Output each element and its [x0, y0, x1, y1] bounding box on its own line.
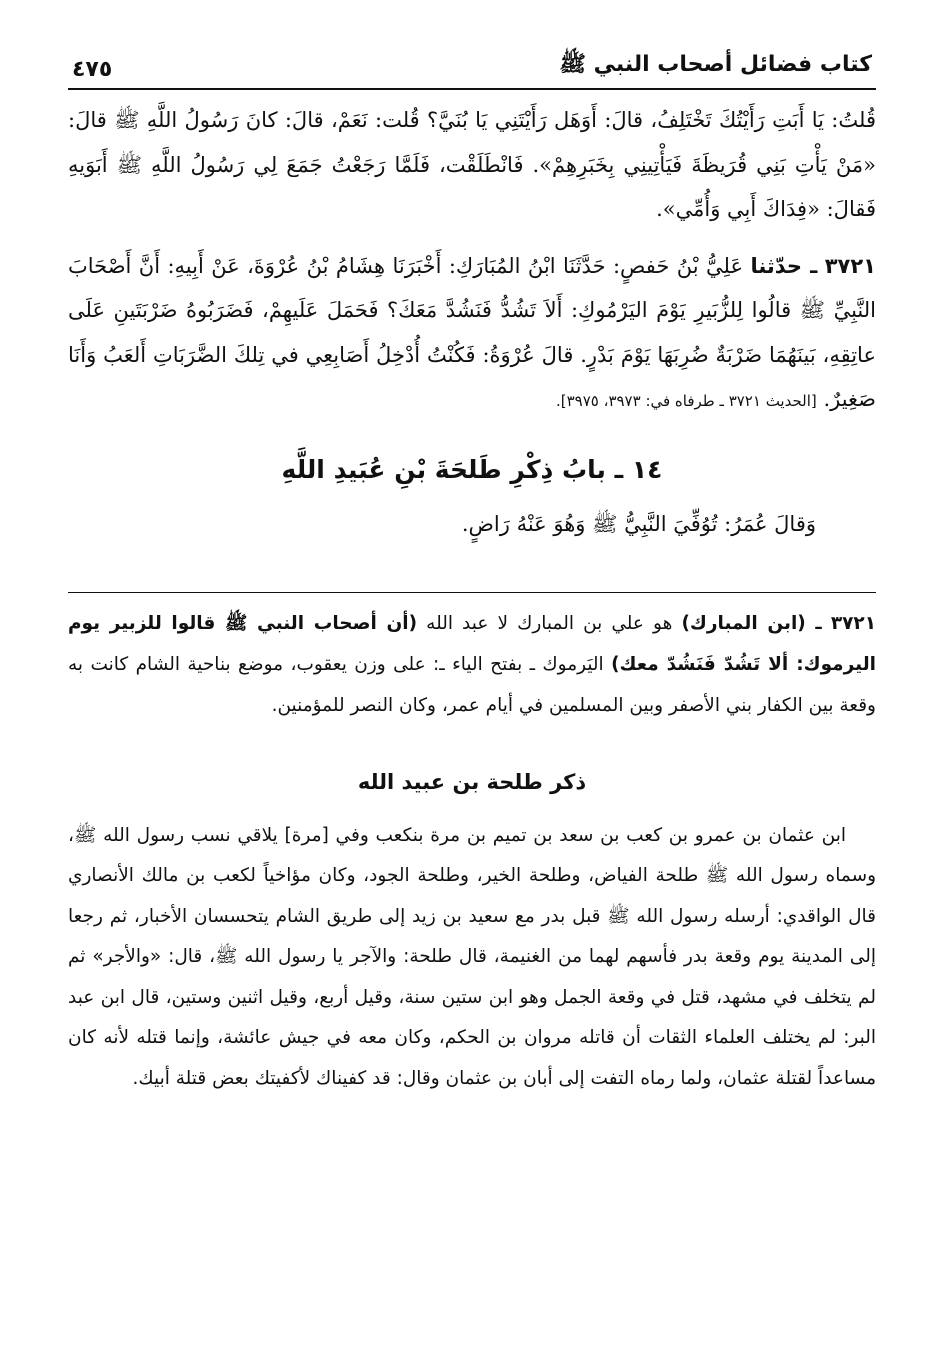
- hadith-continuation: [68, 98, 876, 232]
- commentary-number: ٣٧٢١: [830, 612, 876, 634]
- section-heading: ذكر طلحة بن عبيد الله: [357, 769, 587, 794]
- commentary-3721: ٣٧٢١ ـ (ابن المبارك) هو علي بن المبارك لا عبد الله (أن أصحاب النبي ﷺ قالوا للزبير يوم اليرموك: ألا تَشُدّ فَنَشُدّ معك) اليَرموك ـ بفتح الياء ـ: على وزن يعقوب، موضع بناحية الشام كانت به وقعة بين الكفار بني الأصفر وبين المسلمين في أيام عمر، وكان النصر للمؤمنين.: [68, 612, 876, 716]
- hadith-reference: [الحديث ٣٧٢١ ـ طرفاه في: ٣٩٧٣، ٣٩٧٥].: [555, 392, 817, 410]
- commentary-lemma: (أن أصحاب النبي ﷺ قالوا للزبير يوم اليرموك: ألا تَشُدّ فَنَشُدّ معك): [68, 612, 876, 675]
- commentary-text: هو علي بن المبارك لا عبد الله: [426, 612, 673, 634]
- chapter-title: ١٤ ـ بابُ ذِكْرِ طَلحَةَ بْنِ عُبَيدِ اللَّهِ: [281, 454, 663, 484]
- isnad-start: حدّثنا: [750, 253, 803, 278]
- commentary-lemma: (ابن المبارك): [681, 612, 806, 634]
- hadith-text: عَلِيُّ بْنُ حَفصٍ: حَدَّثَنَا ابْنُ المُبَارَكِ: أَخْبَرَنَا هِشَامُ بْنُ عُرْوَةَ، عَنْ أَبِيهِ: أَنَّ أَصْحَابَ النَّبِيِّ ﷺ قالُوا لِلزُّبَيرِ يَوْمَ اليَرْمُوكِ: أَلاَ تَشُدُّ فَنَشُدَّ مَعَكَ؟ فَحَمَلَ عَلَيهِمْ، فَضَرَبُوهُ ضَرْبَتَينِ عَلَى عاتِقِهِ، بَينَهُمَا ضَرْبَةٌ ضُرِبَهَا يَوْمَ بَدْرٍ. قالَ عُرْوَةُ: فَكُنْتُ أُدْخِلُ أَصَابِعِي في تِلكَ الضَّرَبَاتِ أَلعَبُ وَأَنَا صَغِيرٌ.: [68, 253, 876, 411]
- book-page: [68, 40, 876, 1099]
- footnote-divider: [68, 592, 876, 593]
- hadith-text: قُلتُ: يَا أَبَتِ رَأَيْتُكَ تَخْتَلِفُ، قالَ: أَوَهَل رَأَيْتَنِي يَا بُنَيَّ؟ قُلت: نَعَمْ، قالَ: كانَ رَسُولُ اللَّهِ ﷺ قالَ: «مَنْ يَأْتِ بَنِي قُرَيظَةَ فَيَأْتِينِي بِخَبَرِهِمْ». فَانْطَلَقْت، فَلَمَّا رَجَعْتُ جَمَعَ لِي رَسُولُ اللَّهِ ﷺ أَبَوَيهِ فَقالَ: «فِدَاكَ أَبِي وَأُمِّي».: [68, 108, 876, 221]
- running-title: كتاب فضائل أصحاب النبي ﷺ: [559, 52, 872, 77]
- section-body: ابن عثمان بن عمرو بن كعب بن سعد بن تميم بن مرة بنكعب وفي [مرة] يلاقي نسب رسول الله ﷺ، وسماه رسول الله ﷺ طلحة الفياض، وطلحة الخير، وطلحة الجود، وكان مؤاخياً لكعب بن مالك الأنصاري قال الواقدي: أرسله رسول الله ﷺ قبل بدر مع سعيد بن زيد إلى طريق الشام يتحسسان الأخبار، ثم رجعا إلى المدينة يوم وقعة بدر فأسهم لهما من الغنيمة، قال طلحة: والآجر يا رسول الله ﷺ، قال: «والأجر» ثم لم يتخلف في مشهد، قتل في وقعة الجمل وهو ابن ستين سنة، وقيل أربع، وقيل اثنين وستين، قال ابن عبد البر: لم يختلف العلماء الثقات أن قاتله مروان بن الحكم، وكان معه في جيش عائشة، وإنما قتله لأنه كان مساعداً لقتلة عثمان، ولما رماه التفت إلى أبان بن عثمان وقال: قد كفيناك لأكفيتك بعض قتلة أبيك.: [68, 824, 876, 1089]
- commentary-text: اليَرموك ـ بفتح الياء ـ: على وزن يعقوب، موضع بناحية الشام كانت به وقعة بين الكفار بني الأصفر وبين المسلمين في أيام عمر، وكان النصر للمؤمنين.: [68, 653, 876, 716]
- page-number: ٤٧٥: [72, 57, 113, 82]
- hadith-3721: ٣٧٢١ ـ حدّثنا عَلِيُّ بْنُ حَفصٍ: حَدَّثَنَا ابْنُ المُبَارَكِ: أَخْبَرَنَا هِشَامُ بْنُ عُرْوَةَ، عَنْ أَبِيهِ: أَنَّ أَصْحَابَ النَّبِيِّ ﷺ قالُوا لِلزُّبَيرِ يَوْمَ اليَرْمُوكِ: أَلاَ تَشُدُّ فَنَشُدَّ مَعَكَ؟ فَحَمَلَ عَلَيهِمْ، فَضَرَبُوهُ ضَرْبَتَينِ عَلَى عاتِقِهِ، بَينَهُمَا ضَرْبَةٌ ضُرِبَهَا يَوْمَ بَدْرٍ. قالَ عُرْوَةُ: فَكُنْتُ أُدْخِلُ أَصَابِعِي في تِلكَ الضَّرَبَاتِ أَلعَبُ وَأَنَا صَغِيرٌ. [الحديث ٣٧٢١ ـ طرفاه في: ٣٩٧٣، ٣٩٧٥].: [68, 253, 876, 411]
- chapter-quote: وَقالَ عُمَرُ: تُوُفِّيَ النَّبِيُّ ﷺ وَهُوَ عَنْهُ رَاضٍ.: [461, 511, 816, 536]
- page-header: [68, 40, 876, 90]
- hadith-number: ٣٧٢١: [824, 253, 876, 278]
